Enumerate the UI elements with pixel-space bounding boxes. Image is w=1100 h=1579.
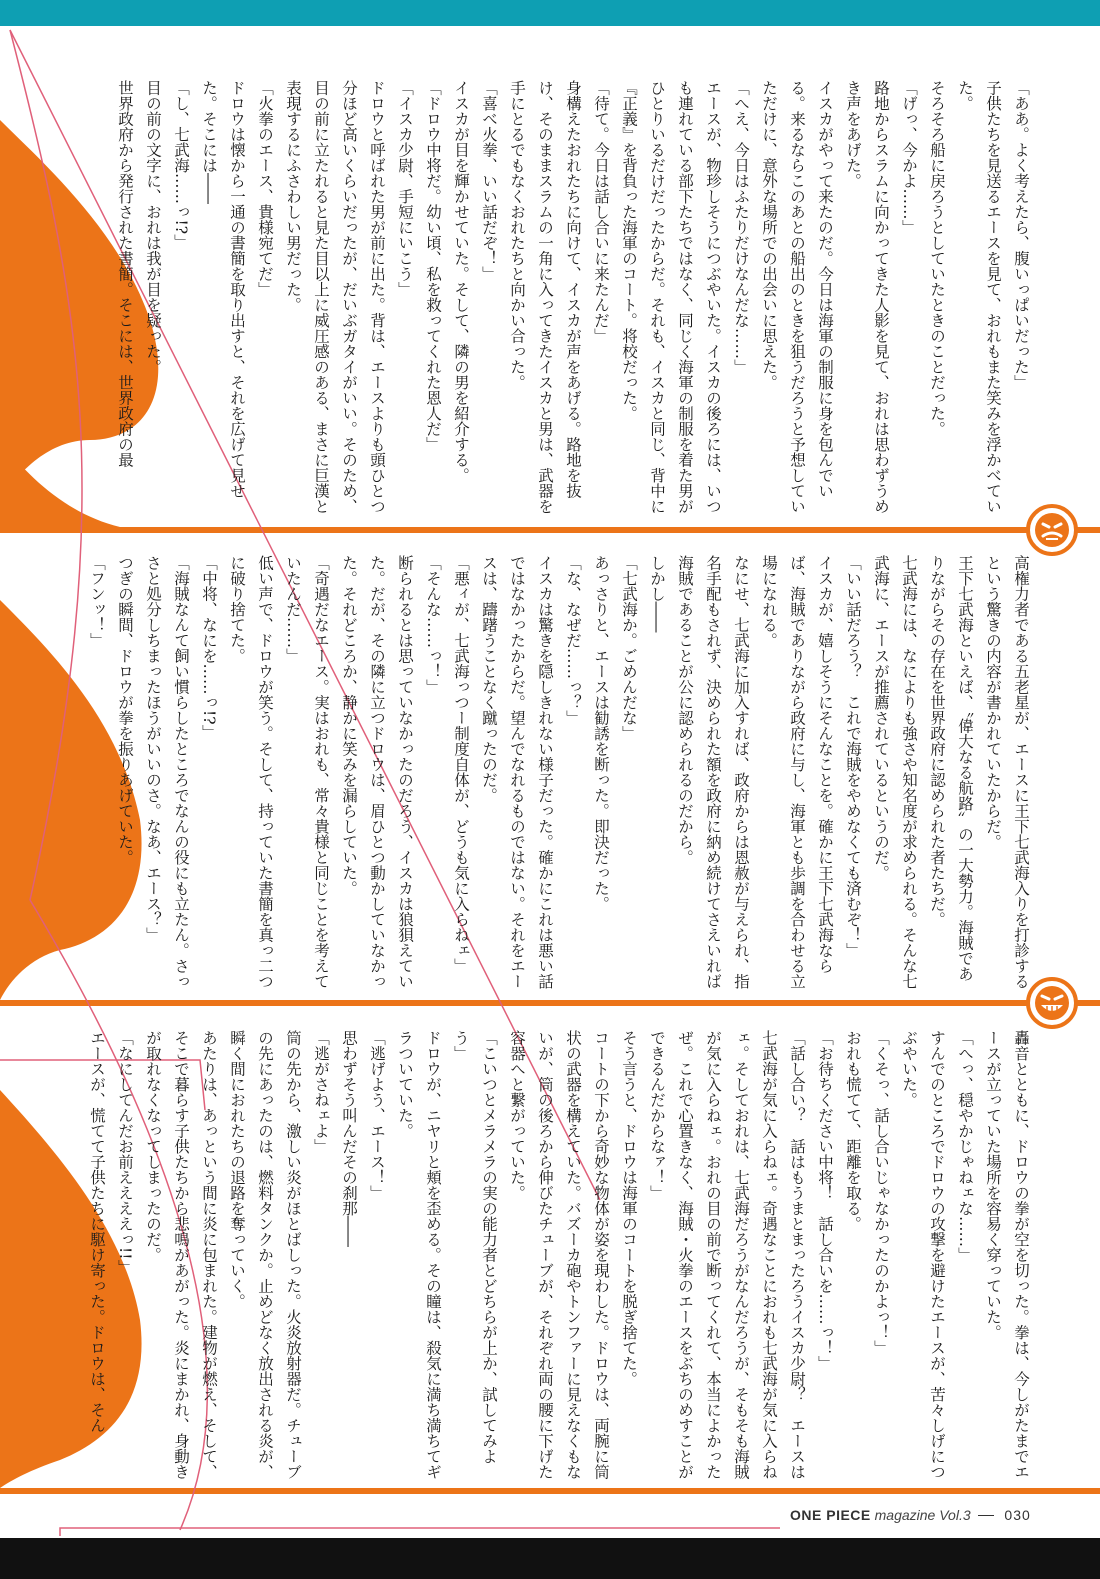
- paragraph: そう言うと、ドロウは海軍のコートを脱ぎ捨てた。: [620, 1030, 638, 1387]
- paragraph: 「喜べ火拳、いい話だぞ！」: [480, 80, 498, 282]
- paragraph: そろそろ船に戻ろうとしていたときのことだった。: [928, 80, 946, 437]
- paragraph: 「くそっ、話し合いじゃなかったのかよっ！」: [872, 1030, 890, 1356]
- paragraph: 目の前の文字に、おれは我が目を疑った。: [144, 80, 162, 375]
- paragraph: エースが、慌てて子供たちに駆け寄った。ドロウは、そん: [88, 1030, 106, 1433]
- paragraph: 「な、なぜだ……っ？」: [564, 555, 582, 726]
- paragraph: 世界政府から発行された書簡。そこには、世界政府の最: [116, 80, 134, 468]
- page-number: 030: [1004, 1507, 1031, 1523]
- footer-magazine: magazine Vol.3: [874, 1507, 971, 1523]
- footer-brand: ONE PIECE: [790, 1507, 871, 1523]
- paragraph: 思わずそう叫んだその刹那――: [340, 1030, 358, 1247]
- paragraph: すんでのところでドロウの攻撃を避けたエースが、苦々しげにつぶやいた。: [900, 1030, 946, 1480]
- footer-dash: [978, 1515, 994, 1516]
- paragraph: イスカが目を輝かせていた。そして、隣の男を紹介する。: [452, 80, 470, 483]
- section-divider-2: [0, 1000, 1100, 1006]
- paragraph: コートの下から奇妙な物体が姿を現わした。ドロウは、両腕に筒状の武器を構えていた。バズーカ砲やトンファーに見えなくもないが、筒の後ろから伸びたチューブが、それぞれ両の腰に下げた容器へと繋がっていた。: [508, 1030, 610, 1480]
- paragraph: ドロウと呼ばれた男が前に出た。背は、エースよりも頭ひとつ分ほど高いくらいだったが、だいぶガタイがいい。そのため、目の前に立たれると見た目以上に威圧感のある、まさに巨漢と表現するにふさわしい男だった。: [284, 80, 386, 514]
- paragraph: 「七武海か。ごめんだな」: [620, 555, 638, 741]
- paragraph: 「お待ちください中将！ 話し合いを……っ！」: [816, 1030, 834, 1371]
- text-section-3: [88, 1030, 1035, 1480]
- skull-icon-grinning: [1028, 979, 1076, 1027]
- paragraph: 「話し合い？ 話はもうまとまったろうイスカ少尉？ エースは七武海が気に入らねェ。奇遇なことにおれも七武海が気に入らねェ。そしておれは、七武海だろうがなんだろうが、そもそも海賊が気に入らねェ。おれの目の前で断ってくれて、本当によかったぜ。これで心置きなく、海賊・火拳のエースをぶちのめすことができるんだからなァ！」: [648, 1030, 806, 1480]
- section-divider-3: [0, 1488, 1100, 1494]
- paragraph: 「へっ、穏やかじゃねェな……」: [956, 1030, 974, 1263]
- paragraph: 「げっ、今かよ……」: [900, 80, 918, 235]
- paragraph: 路地からスラムに向かってきた人影を見て、おれは思わずうめき声をあげた。: [844, 80, 890, 514]
- paragraph: イスカが、嬉しそうにそんなことを。確かに王下七武海ならば、海賊でありながら政府に与し、海軍とも歩調を合わせる立場になれる。: [760, 555, 834, 989]
- paragraph: おれも慌てて、距離を取る。: [844, 1030, 862, 1232]
- paragraph: 轟音とともに、ドロウの拳が空を切った。拳は、今しがたまでエースが立っていた場所を容易く穿っていた。: [984, 1030, 1030, 1480]
- vertical-text-block: [105, 80, 1035, 520]
- paragraph: 「中将、なにを……っ!?」: [200, 555, 218, 741]
- paragraph: 断られるとは思っていなかったのだろう、イスカは狼狽えていた。だが、その隣に立つドロウは、眉ひとつ動かしていなかった。それどころか、静かに笑みを漏らしていた。: [340, 555, 414, 989]
- vertical-text-block: [88, 555, 1035, 995]
- paragraph: 「こいつとメラメラの実の能力者とどちらが上か、試してみよう」: [452, 1030, 498, 1464]
- paragraph: なにせ、七武海に加入すれば、政府からは恩赦が与えられ、指名手配もされず、決められた額を政府に納め続けてさえいれば海賊であることが公に認められるのだから。: [676, 555, 750, 989]
- paragraph: 「逃げよう、エース！」: [368, 1030, 386, 1201]
- paragraph: 「へえ、今日はふたりだけなんだな……」: [732, 80, 750, 375]
- section-divider-1: [0, 527, 1100, 533]
- paragraph: 「なにしてんだお前ええええっ!!」: [116, 1030, 134, 1275]
- paragraph: 高権力者である五老星が、エースに王下七武海入りを打診するという驚きの内容が書かれていたからだ。: [984, 555, 1030, 989]
- paragraph: あっさりと、エースは勧誘を断った。即決だった。: [592, 555, 610, 912]
- paragraph: 低い声で、ドロウが笑う。そして、持っていた書簡を真っ二つに破り捨てた。: [228, 555, 274, 989]
- paragraph: 「火拳のエース、貴様宛てだ」: [256, 80, 274, 297]
- paragraph: 「ドロウ中将だ。幼い頃、私を救ってくれた恩人だ」: [424, 80, 442, 452]
- paragraph: 「悪ィが、七武海っつー制度自体が、どうも気に入らねェ」: [452, 555, 470, 974]
- paragraph: 「海賊なんて飼い慣らしたところでなんの役にも立たん。さっさと処分しちまったほうがいいのさ。なあ、エース？」: [144, 555, 190, 989]
- paragraph: 「逃がさねェよ」: [312, 1030, 330, 1154]
- paragraph: 七武海には、なによりも強さや知名度が求められる。そんな七武海に、エースが推薦されているというのだ。: [872, 555, 918, 989]
- paragraph: イスカがやって来たのだ。今日は海軍の制服に身を包んでいる。来るならこのあとの船出のときを狙うだろうと予想していただけに、意外な場所での出会いに思えた。: [760, 80, 834, 514]
- text-section-2: [88, 555, 1035, 995]
- paragraph: ドロウは懐から一通の書簡を取り出すと、それを広げて見せた。そこには――: [200, 80, 246, 499]
- paragraph: 「そんな……っ！」: [424, 555, 442, 695]
- paragraph: 「フンッ！」: [88, 555, 106, 648]
- paragraph: 王下七武海といえば、〝偉大なる航路〟の一大勢力。海賊でありながらその存在を世界政府に認められた者たちだ。: [928, 555, 974, 982]
- paragraph: あたりは、あっという間に炎に包まれた。建物が燃え、そして、そこで暮らす子供たちから悲鳴があがった。炎にまかれ、身動きが取れなくなってしまったのだ。: [144, 1030, 218, 1480]
- paragraph: しかし――: [648, 555, 666, 633]
- bottom-dark-bar: [0, 1538, 1100, 1579]
- paragraph: 子供たちを見送るエースを見て、おれもまた笑みを浮かべていた。: [956, 80, 1002, 514]
- skull-icon-worried: [1028, 506, 1076, 554]
- text-section-1: [105, 80, 1035, 520]
- paragraph: ドロウが、ニヤリと頬を歪める。その瞳は、殺気に満ち満ちてギラついていた。: [396, 1030, 442, 1480]
- paragraph: エースが、物珍しそうにつぶやいた。イスカの後ろには、いつも連れている部下たちではなく、同じく海軍の制服を着た男がひとりいるだけだったからだ。それも、イスカと同じ、背中に『正義』を背負った海軍のコート。将校だった。: [620, 80, 722, 514]
- pink-line-bottom: [60, 1528, 780, 1536]
- paragraph: イスカは驚きを隠しきれない様子だった。確かにこれは悪い話ではなかったからだ。望んでなれるものではない。それをエースは、躊躇うことなく蹴ったのだ。: [480, 555, 554, 989]
- page-footer: [790, 1507, 1031, 1523]
- vertical-text-block: [88, 1030, 1035, 1480]
- paragraph: 身構えたおれたちに向けて、イスカが声をあげる。路地を抜け、そのままスラムの一角に入ってきたイスカと男は、武器を手にとるでもなくおれたちと向かい合った。: [508, 80, 582, 514]
- paragraph: 「奇遇だなエース。実はおれも、常々貴様と同じことを考えていたんだ……」: [284, 555, 330, 989]
- paragraph: 「し、七武海……っ!?」: [172, 80, 190, 250]
- paragraph: つぎの瞬間、ドロウが拳を振りあげていた。: [116, 555, 134, 865]
- paragraph: 「ああ。よく考えたら、腹いっぱいだった」: [1012, 80, 1030, 390]
- paragraph: 「いい話だろう？ これで海賊をやめなくても済むぞ！」: [844, 555, 862, 958]
- paragraph: 「イスカ少尉、手短にいこう」: [396, 80, 414, 297]
- paragraph: 「待て。今日は話し合いに来たんだ」: [592, 80, 610, 344]
- paragraph: 筒の先から、激しい炎がほとばしった。火炎放射器だ。チューブの先にあったのは、燃料タンクか。止めどなく放出される炎が、瞬く間におれたちの退路を奪っていく。: [228, 1030, 302, 1480]
